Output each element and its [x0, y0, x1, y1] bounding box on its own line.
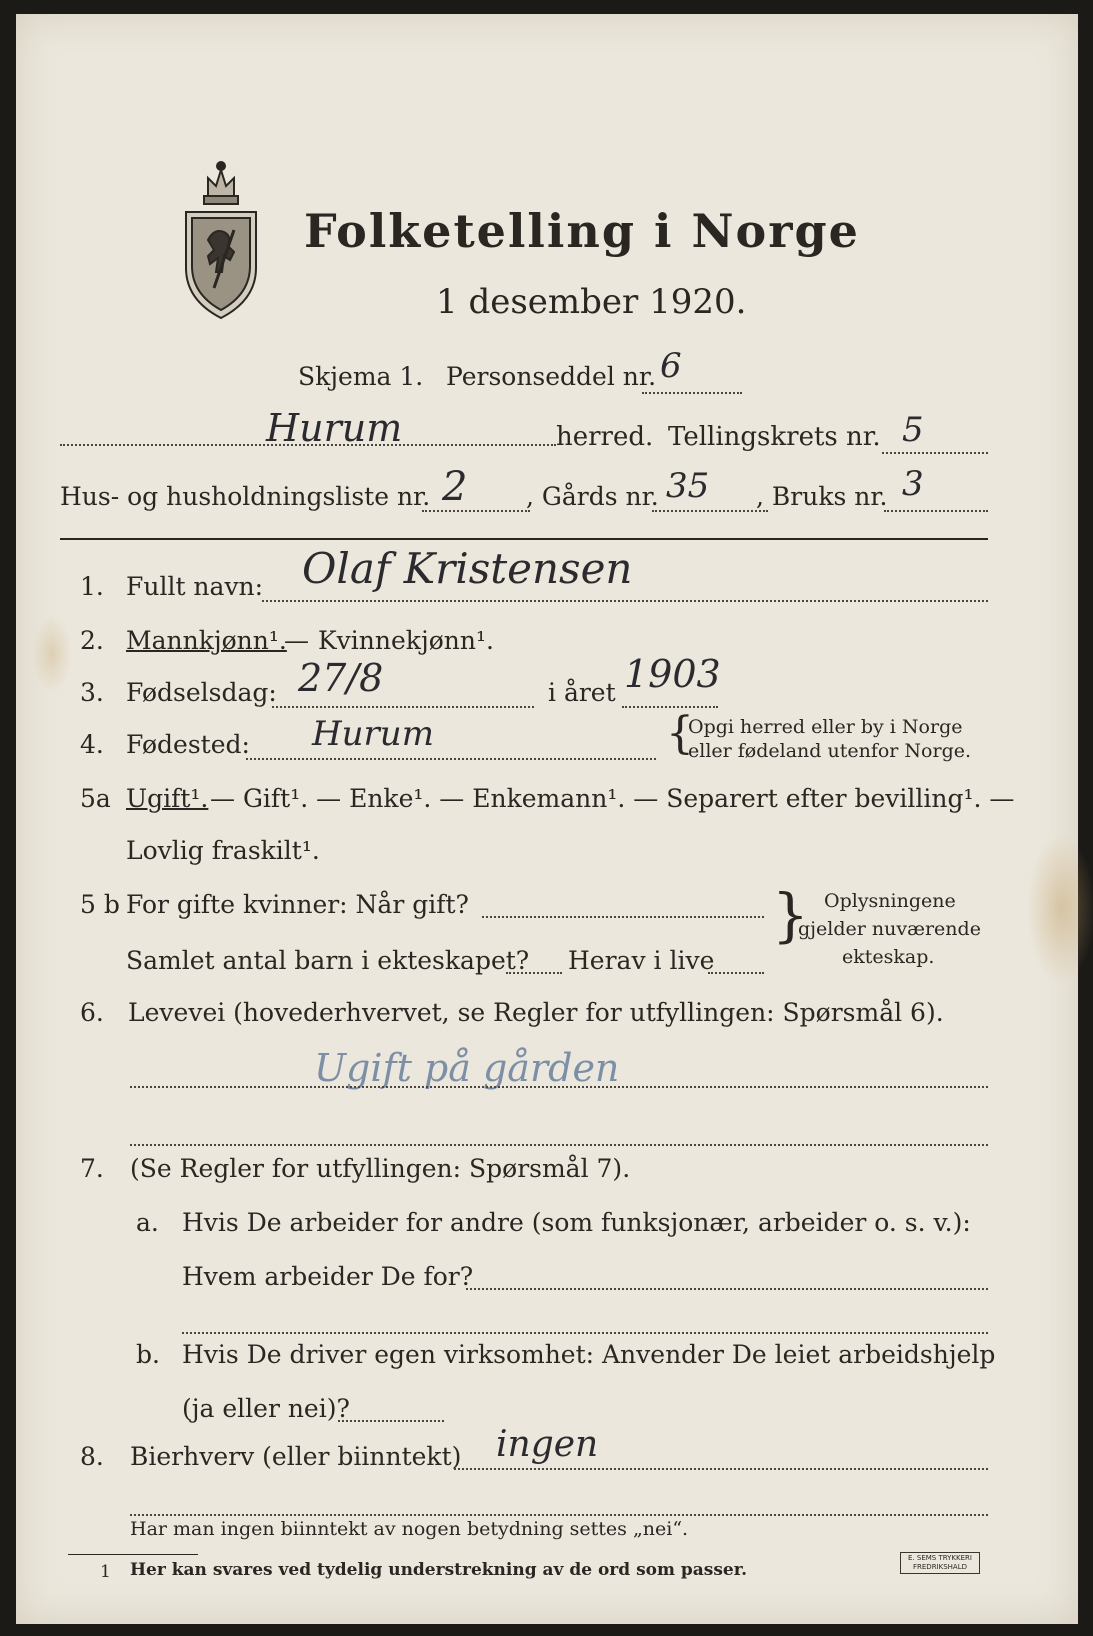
q6-number: 6. — [80, 998, 104, 1027]
q8-secondary-income-value[interactable]: ingen — [496, 1424, 599, 1465]
bruks-label: , Bruks nr. — [756, 482, 888, 511]
q5b-children-label: Samlet antal barn i ekteskapet? — [126, 946, 530, 975]
q6-occupation-value[interactable]: Ugift på gården — [314, 1046, 620, 1090]
q1-number: 1. — [80, 572, 104, 601]
q5a-unmarried-option[interactable]: Ugift¹. — [126, 784, 209, 813]
q5b-alive-label: Herav i live — [568, 946, 715, 975]
q7b-label: Hvis De driver egen virksomhet: Anvender De leiet arbeidshjelp — [182, 1340, 996, 1369]
q7-number: 7. — [80, 1154, 104, 1183]
q8-line — [454, 1468, 988, 1470]
q7b-answer-label: (ja eller nei)? — [182, 1394, 350, 1423]
bruks-value[interactable]: 3 — [902, 464, 924, 504]
q6-line1 — [130, 1086, 988, 1088]
q6-line2 — [130, 1144, 988, 1146]
q7-label: (Se Regler for utfyllingen: Spørsmål 7). — [130, 1154, 631, 1183]
q4-label: Fødested: — [126, 730, 250, 759]
q5b-brace: } — [772, 881, 809, 949]
schema-label: Skjema 1. — [298, 362, 424, 391]
hus-label: Hus- og husholdningsliste nr. — [60, 482, 431, 511]
q2-female-option[interactable]: Kvinnekjønn¹. — [318, 626, 494, 655]
header-divider — [60, 538, 988, 540]
q3-year-value[interactable]: 1903 — [624, 652, 721, 696]
q7a-employer-label: Hvem arbeider De for? — [182, 1262, 474, 1291]
q3-birthday-value[interactable]: 27/8 — [298, 656, 384, 700]
q5a-divorced-option: Lovlig fraskilt¹. — [126, 836, 320, 865]
q4-number: 4. — [80, 730, 104, 759]
q7a-letter: a. — [136, 1208, 159, 1237]
q3-line — [272, 706, 534, 708]
q7a-employer-line — [466, 1288, 988, 1290]
q5b-when-married-line — [482, 916, 764, 918]
q5b-alive-line — [708, 972, 764, 974]
tellingskrets-line — [882, 452, 988, 454]
tellingskrets-value[interactable]: 5 — [902, 410, 924, 450]
herred-label: herred. — [556, 422, 654, 452]
printer-stamp — [900, 1552, 980, 1574]
form-title: Folketelling i Norge — [304, 204, 860, 258]
q5b-note-line2: gjelder nuværende — [798, 918, 981, 940]
q5b-note-line1: Oplysningene — [824, 890, 956, 912]
q5a-number: 5a — [80, 784, 111, 813]
stain — [1026, 834, 1093, 984]
personseddel-line — [642, 392, 742, 394]
footnote-number: 1 — [100, 1562, 111, 1582]
q5a-other-options: — Gift¹. — Enke¹. — Enkemann¹. — Separert efter bevilling¹. — — [210, 784, 1015, 813]
printer-stamp-line2: FREDRIKSHALD — [912, 1563, 967, 1571]
personseddel-label: Personseddel nr. — [446, 362, 657, 391]
q2-separator: — — [284, 626, 309, 655]
footnote-rule — [68, 1554, 198, 1555]
q1-full-name-value[interactable]: Olaf Kristensen — [302, 544, 633, 593]
q2-male-option[interactable]: Mannkjønn¹. — [126, 626, 287, 655]
hus-value[interactable]: 2 — [442, 464, 468, 510]
q3-number: 3. — [80, 678, 104, 707]
gards-label: , Gårds nr. — [526, 482, 659, 511]
q7b-answer-line — [338, 1420, 444, 1422]
q7a-label: Hvis De arbeider for andre (som funksjonær, arbeider o. s. v.): — [182, 1208, 971, 1237]
q5b-note-line3: ekteskap. — [842, 946, 935, 968]
herred-value[interactable]: Hurum — [266, 406, 403, 450]
personseddel-value[interactable]: 6 — [660, 346, 682, 386]
q7a-employer-line2 — [182, 1332, 988, 1334]
q8-label: Bierhverv (eller biinntekt) — [130, 1442, 462, 1471]
q6-label: Levevei (hovederhvervet, se Regler for utfyllingen: Spørsmål 6). — [128, 998, 944, 1027]
form-date: 1 desember 1920. — [436, 282, 747, 322]
q4-line — [246, 758, 656, 760]
q5b-number: 5 b — [80, 890, 120, 919]
gards-value[interactable]: 35 — [666, 466, 710, 506]
q5b-children-line — [506, 972, 562, 974]
q4-note-line1: Opgi herred eller by i Norge — [688, 716, 963, 738]
footnote-text: Her kan svares ved tydelig understrekning av de ord som passer. — [130, 1560, 748, 1580]
census-form-paper — [16, 14, 1078, 1624]
q2-number: 2. — [80, 626, 104, 655]
q1-label: Fullt navn: — [126, 572, 264, 601]
q8-number: 8. — [80, 1442, 104, 1471]
stain — [32, 614, 72, 694]
norway-coat-of-arms-icon — [178, 160, 264, 324]
hus-line — [422, 510, 530, 512]
q3-label: Fødselsdag: — [126, 678, 277, 707]
bruks-line — [884, 510, 988, 512]
q8-line2 — [130, 1514, 988, 1516]
q1-line — [262, 600, 988, 602]
q3-year-label: i året — [548, 678, 616, 707]
tellingskrets-label: Tellingskrets nr. — [668, 422, 881, 452]
q4-brace: { — [666, 708, 694, 759]
q4-note-line2: eller fødeland utenfor Norge. — [688, 740, 972, 762]
gards-line — [652, 510, 768, 512]
q4-birthplace-value[interactable]: Hurum — [312, 714, 434, 754]
q7b-letter: b. — [136, 1340, 160, 1369]
q5b-when-married-label: For gifte kvinner: Når gift? — [126, 890, 469, 919]
income-note: Har man ingen biinntekt av nogen betydning settes „nei“. — [130, 1518, 689, 1540]
printer-stamp-line1: E. SEMS TRYKKERI — [908, 1554, 972, 1562]
